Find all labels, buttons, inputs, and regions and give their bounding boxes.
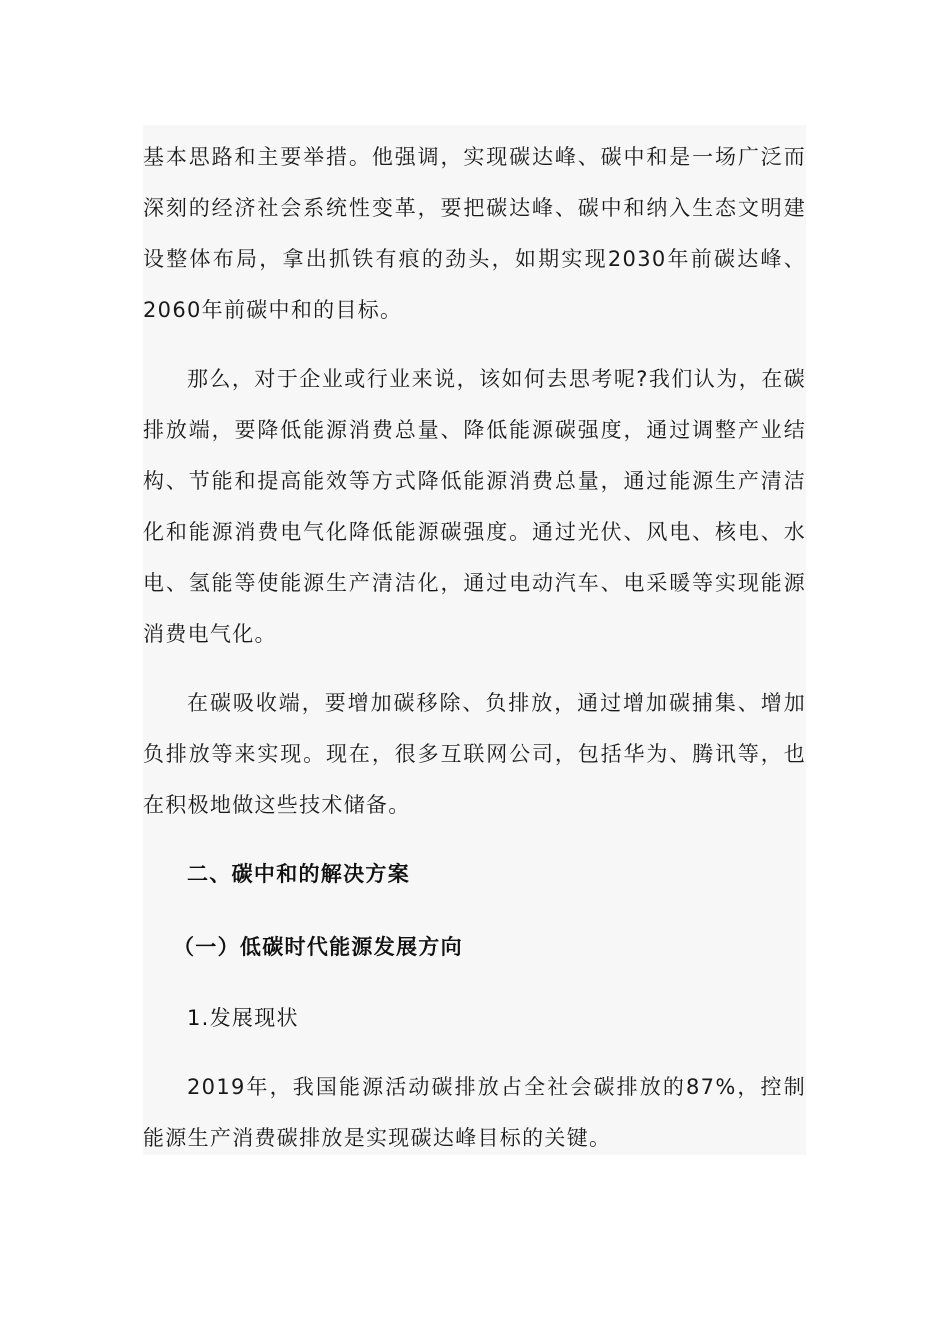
paragraph-4: 2019年，我国能源活动碳排放占全社会碳排放的87%，控制能源生产消费碳排放是实现碳达峰目标的关键。 <box>143 1075 806 1150</box>
paragraph-2: 那么，对于企业或行业来说，该如何去思考呢?我们认为，在碳排放端，要降低能源消费总量、降低能源碳强度，通过调整产业结构、节能和提高能效等方式降低能源消费总量，通过能源生产清洁化和能源消费电气化降低能源碳强度。通过光伏、风电、核电、水电、氢能等使能源生产清洁化，通过电动汽车、电采暖等实现能源消费电气化。 <box>143 367 806 646</box>
section-heading: 二、碳中和的解决方案 <box>187 862 410 886</box>
item-heading: 1.发展现状 <box>187 1006 299 1030</box>
subsection-heading: （一）低碳时代能源发展方向 <box>173 935 463 959</box>
paragraph-1: 基本思路和主要举措。他强调，实现碳达峰、碳中和是一场广泛而深刻的经济社会系统性变革，要把碳达峰、碳中和纳入生态文明建设整体布局，拿出抓铁有痕的劲头，如期实现2030年前碳达峰、2060年前碳中和的目标。 <box>143 145 806 322</box>
document-text-block <box>143 125 806 1155</box>
paragraph-3: 在碳吸收端，要增加碳移除、负排放，通过增加碳捕集、增加负排放等来实现。现在，很多互联网公司，包括华为、腾讯等，也在积极地做这些技术储备。 <box>143 691 806 817</box>
